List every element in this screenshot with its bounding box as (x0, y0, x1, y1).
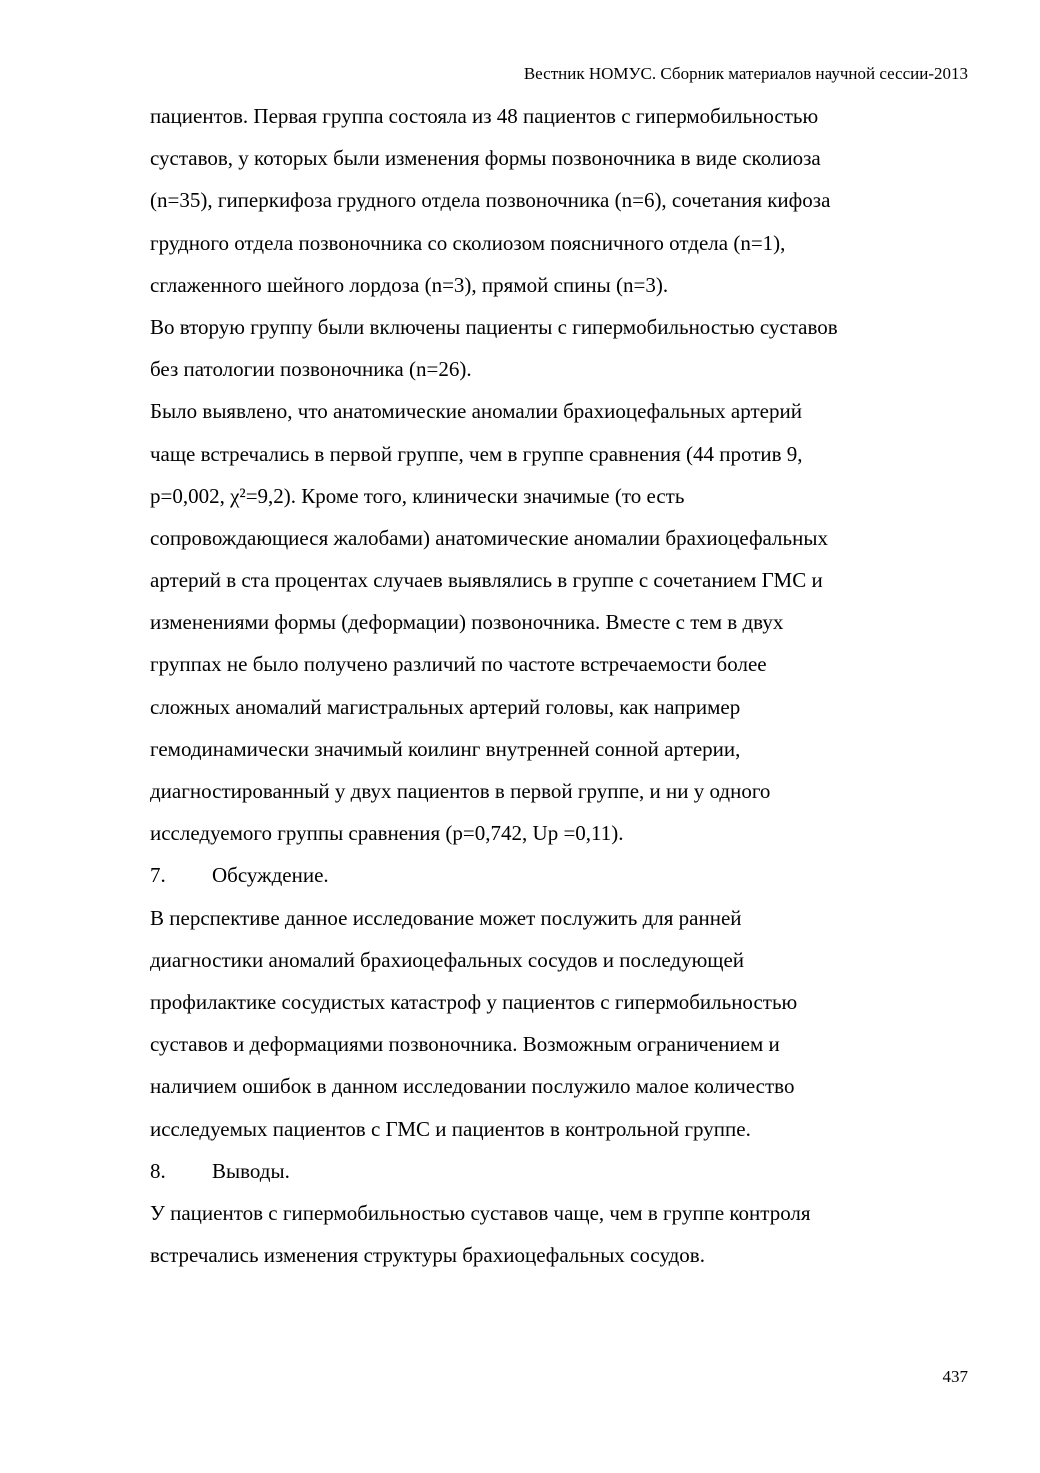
text-line: грудного отдела позвоночника со сколиозом поясничного отдела (n=1), (150, 230, 786, 255)
text-line: профилактике сосудистых катастроф у пациентов с гипермобильностью (150, 989, 798, 1014)
text-line: суставов, у которых были изменения формы позвоночника в виде сколиоза (150, 146, 821, 171)
text-line: наличием ошибок в данном исследовании послужило малое количество (150, 1074, 795, 1099)
text-line: пациентов. Первая группа состояла из 48 пациентов с гипермобильностью (150, 104, 819, 128)
text-line: сопровождающиеся жалобами) анатомические аномалии брахиоцефальных (150, 525, 828, 550)
text-line: p=0,002, χ²=9,2). Кроме того, клинически значимые (то есть (150, 483, 685, 508)
section-heading-conclusions (150, 1150, 980, 1192)
text-line: исследуемого группы сравнения (p=0,742, Up =0,11). (150, 821, 624, 846)
page-number: 437 (942, 1367, 968, 1386)
text-line: без патологии позвоночника (n=26). (150, 357, 472, 382)
paragraph-discussion (150, 897, 980, 1150)
paragraph-second-group (150, 306, 980, 390)
text-line: (n=35), гиперкифоза грудного отдела позвоночника (n=6), сочетания кифоза (150, 188, 831, 213)
section-number: 7. (150, 863, 166, 888)
section-heading-discussion (150, 854, 980, 896)
section-title: Обсуждение. (212, 863, 329, 888)
text-line: исследуемых пациентов с ГМС и пациентов в контрольной группе. (150, 1116, 751, 1141)
paragraph-results (150, 390, 980, 854)
text-line: Было выявлено, что анатомические аномалии брахиоцефальных артерий (150, 399, 802, 424)
text-line: группах не было получено различий по частоте встречаемости более (150, 652, 767, 677)
text-line: Во вторую группу были включены пациенты с гипермобильностью суставов (150, 314, 838, 339)
section-title: Выводы. (212, 1158, 290, 1183)
text-line: гемодинамически значимый коилинг внутренней сонной артерии, (150, 736, 741, 761)
text-line: артерий в ста процентах случаев выявлялись в группе с сочетанием ГМС и (150, 568, 823, 593)
text-line: диагностированный у двух пациентов в первой группе, и ни у одного (150, 779, 771, 803)
text-line: сглаженного шейного лордоза (n=3), прямой спины (n=3). (150, 272, 669, 297)
text-line: диагностики аномалий брахиоцефальных сосудов и последующей (150, 947, 744, 972)
running-header: Вестник НОМУС. Сборник материалов научной сессии-2013 (523, 64, 968, 83)
text-line: встречались изменения структуры брахиоцефальных сосудов. (150, 1243, 705, 1268)
paragraph-conclusions (150, 1192, 980, 1276)
body-text (150, 95, 980, 1276)
text-line: сложных аномалий магистральных артерий головы, как например (150, 694, 741, 719)
text-line: чаще встречались в первой группе, чем в группе сравнения (44 против 9, (150, 441, 803, 466)
paragraph-patient-groups (150, 95, 980, 306)
text-line: У пациентов с гипермобильностью суставов чаще, чем в группе контроля (150, 1200, 811, 1225)
section-number: 8. (150, 1158, 166, 1183)
text-line: изменениями формы (деформации) позвоночника. Вместе с тем в двух (150, 610, 784, 635)
text-line: суставов и деформациями позвоночника. Возможным ограничением и (150, 1032, 780, 1057)
text-line: В перспективе данное исследование может послужить для ранней (150, 905, 742, 930)
